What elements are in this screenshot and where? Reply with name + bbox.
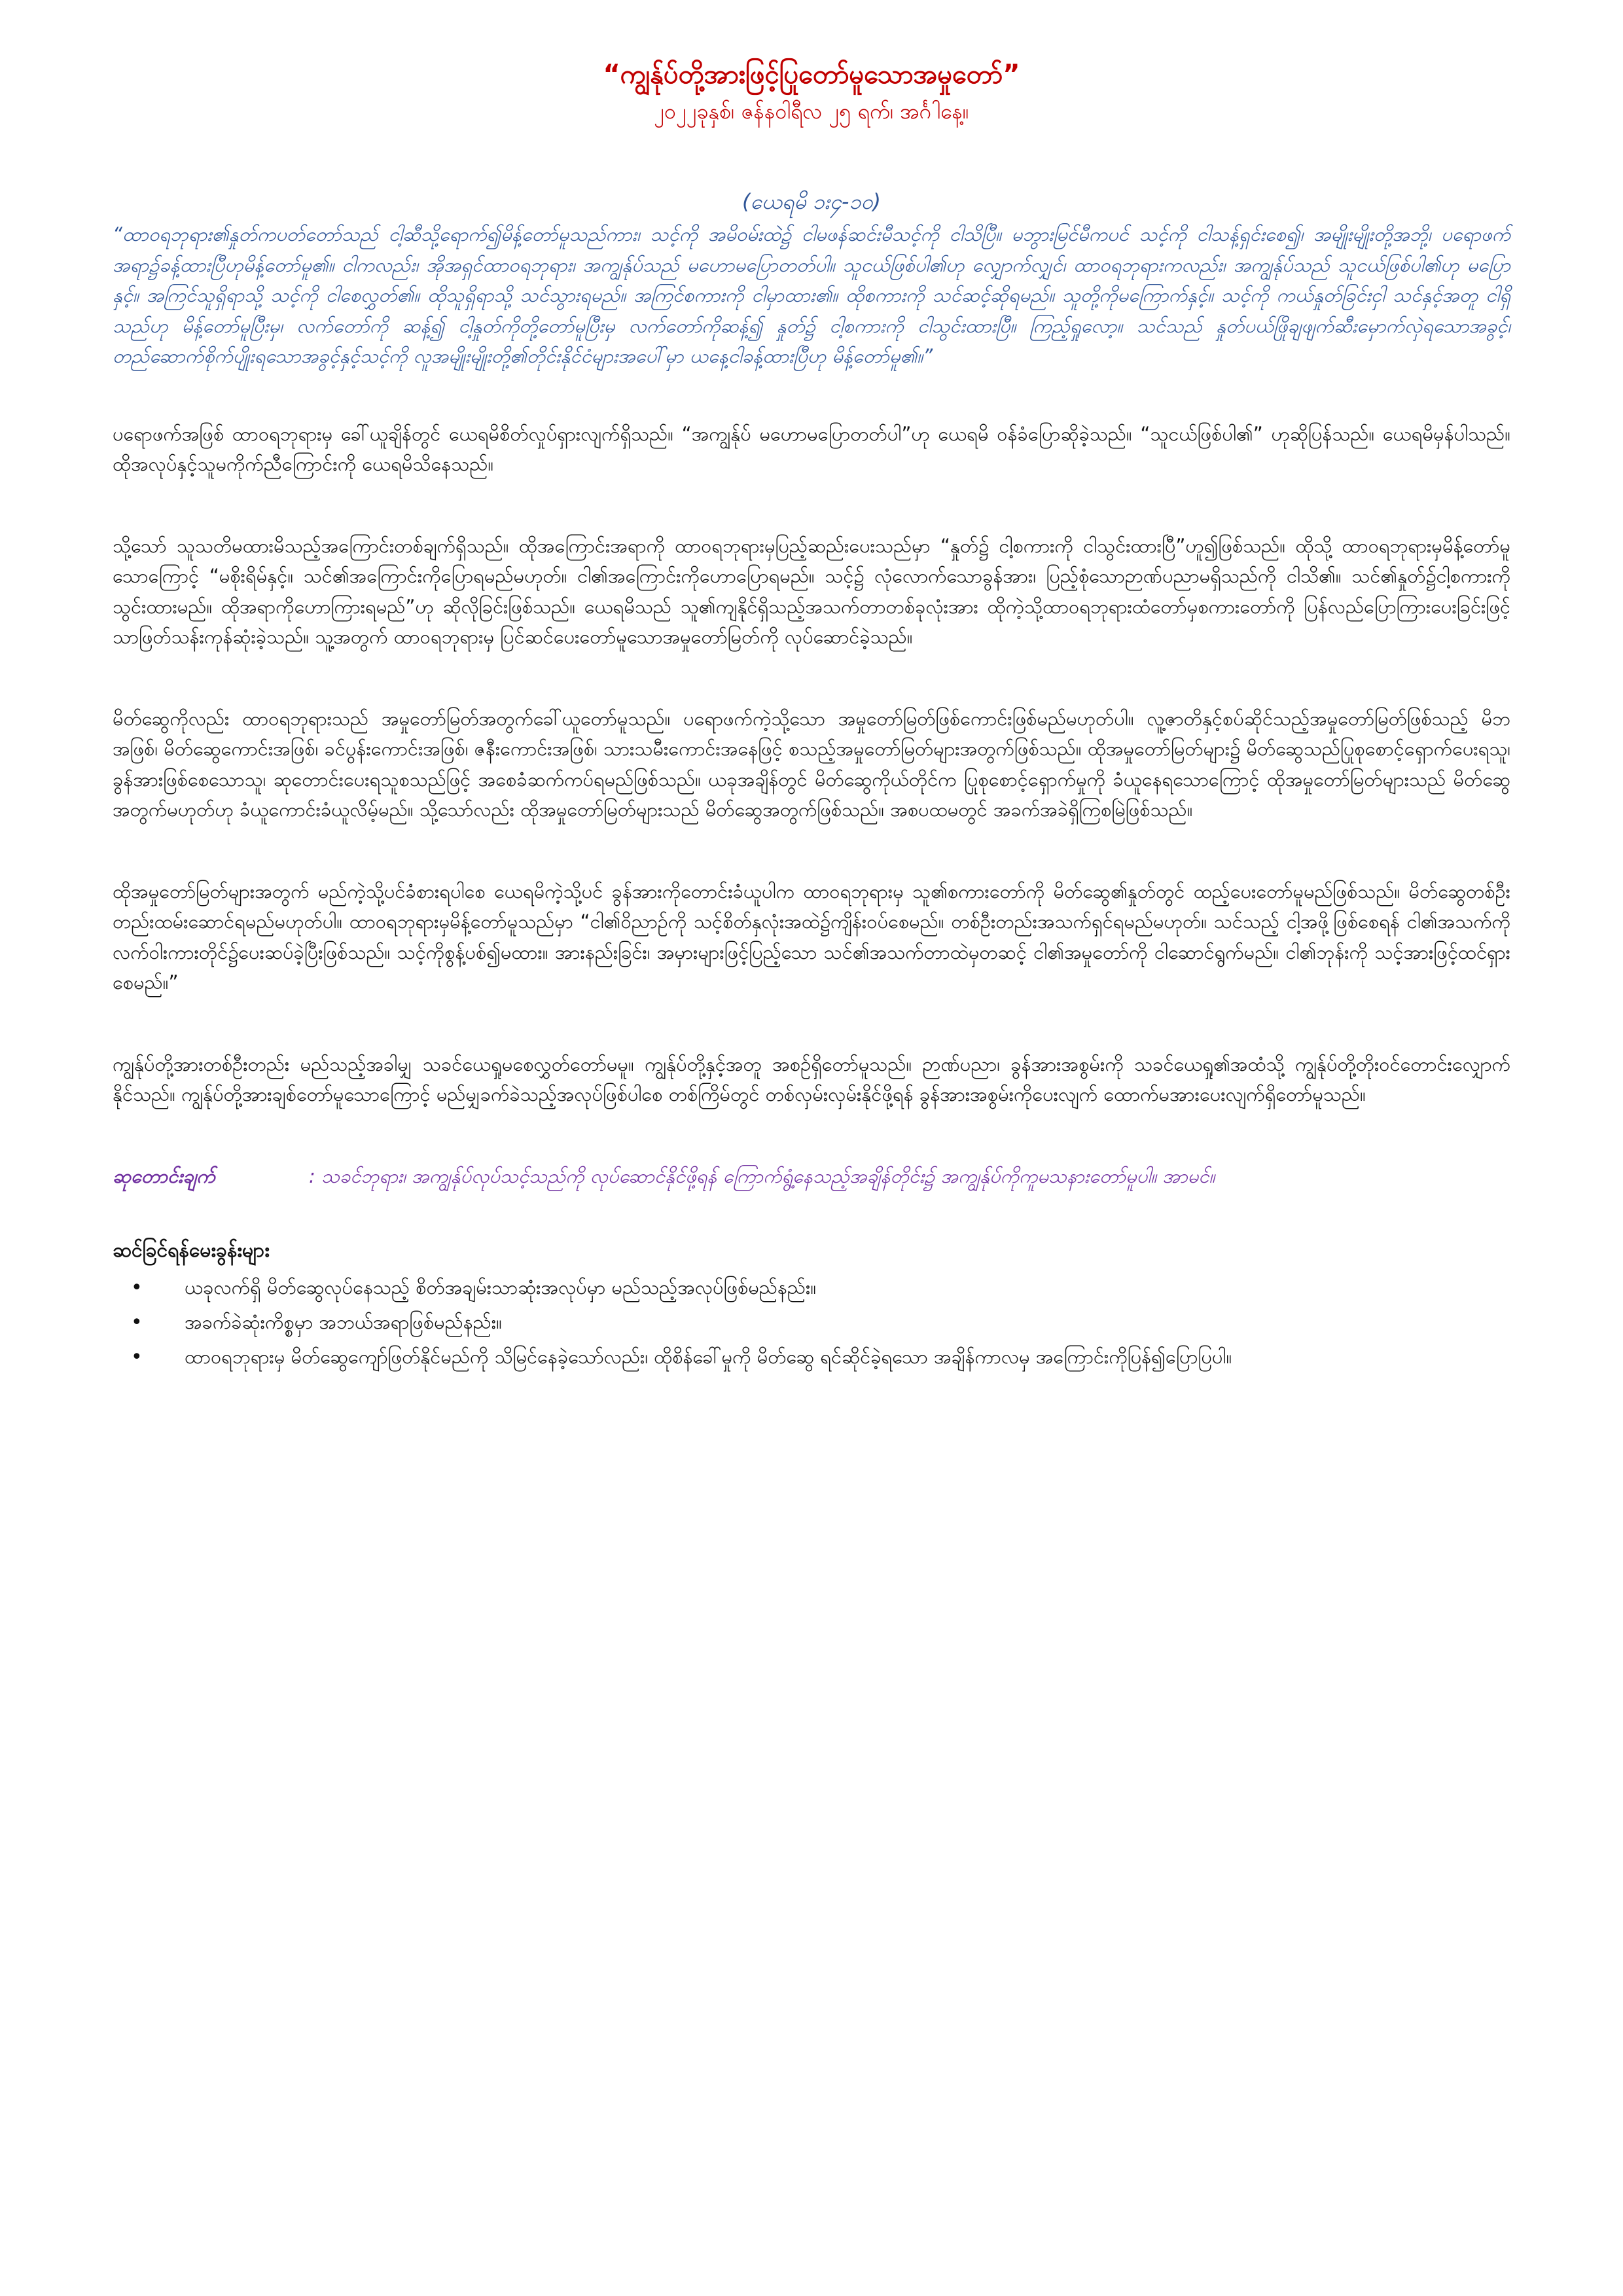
bullet-icon: •: [131, 1310, 143, 1334]
date-line: ၂၀၂၂ခုနှစ်၊ ဇန်နဝါရီလ ၂၅ ရက်၊ အင်္ဂါနေ့။: [654, 99, 969, 124]
questions-list: [113, 1270, 1510, 1374]
list-item: [113, 1270, 1510, 1305]
question-text: ထာဝရဘုရားမှ မိတ်ဆွေကျော်ဖြတ်နိုင်မည်ကို သိမြင်နေခဲ့သော်လည်း၊ ထိုစိန်ခေါ်မှုကို မိတ်ဆွေ ရင်ဆိုင်ခဲ့ရသော အချိန်ကာလမှ အကြောင်းကိုပြန်၍ပြောပြပါ။: [185, 1345, 1232, 1368]
bullet-icon: •: [131, 1276, 143, 1299]
page-title: “ကျွန်ုပ်တို့အားဖြင့်ပြုတော်မူသောအမှုတော်”: [603, 60, 1020, 90]
prayer-text: : သခင်ဘုရား၊ အကျွန်ုပ်လုပ်သင့်သည်ကို လုပ်ဆောင်နိုင်ဖို့ရန် ကြောက်ရွံ့နေသည့်အချိန်တိုင်း၌ အကျွန်ုပ်ကိုကူမသနားတော်မူပါ။ အာမင်။: [309, 1164, 1215, 1187]
question-text: ယခုလက်ရှိ မိတ်ဆွေလုပ်နေသည့် စိတ်အချမ်းသာဆုံးအလုပ်မှာ မည်သည့်အလုပ်ဖြစ်မည်နည်း။: [185, 1276, 817, 1299]
questions-heading: ဆင်ခြင်ရန်မေးခွန်းများ: [113, 1239, 270, 1262]
body-paragraph-3: မိတ်ဆွေကိုလည်း ထာဝရဘုရားသည် အမှုတော်မြတ်အတွက်ခေါ်ယူတော်မူသည်။ ပရောဖက်ကဲ့သို့သော အမှုတော်မြတ်ဖြစ်ကောင်းဖြစ်မည်မဟုတ်ပါ။ လူ့ဇာတိနှင့်စပ်ဆိုင်သည့်အမှုတော်မြတ်ဖြစ်သည့် မိဘအဖြစ်၊ မိတ်ဆွေကောင်းအဖြစ်၊ ခင်ပွန်းကောင်းအဖြစ်၊ ဇနီးကောင်းအဖြစ်၊ သားသမီးကောင်းအနေဖြင့် စသည့်အမှုတော်မြတ်များအတွက်ဖြစ်သည်။ ထိုအမှုတော်မြတ်များ၌ မိတ်ဆွေသည်ပြုစုစောင့်ရှောက်ပေးရသူ၊ ခွန်အားဖြစ်စေသောသူ၊ ဆုတောင်းပေးရသူစသည်ဖြင့် အစေခံဆက်ကပ်ရမည်ဖြစ်သည်။ ယခုအချိန်တွင် မိတ်ဆွေကိုယ်တိုင်က ပြုစုစောင့်ရှောက်မှုကို ခံယူနေရသောကြောင့် ထိုအမှုတော်မြတ်များသည် မိတ်ဆွေအတွက်မဟုတ်ဟု ခံယူကောင်းခံယူလိမ့်မည်။ သို့သော်လည်း ထိုအမှုတော်မြတ်များသည် မိတ်ဆွေအတွက်ဖြစ်သည်။ အစပထမတွင် အခက်အခဲရှိကြစမြဲဖြစ်သည်။: [113, 707, 1510, 821]
body-paragraph-5: ကျွန်ုပ်တို့အားတစ်ဦးတည်း မည်သည့်အခါမျှ သခင်ယေရှုမစေလွှတ်တော်မမူ။ ကျွန်ုပ်တို့နှင့်အတူ အစဉ်ရှိတော်မူသည်။ ဉာဏ်ပညာ၊ ခွန်အားအစွမ်းကို သခင်ယေရှု၏အထံသို့ ကျွန်ုပ်တို့တိုးဝင်တောင်းလျှောက်နိုင်သည်။ ကျွန်ုပ်တို့အားချစ်တော်မူသောကြောင့် မည်မျှခက်ခဲသည့်အလုပ်ဖြစ်ပါစေ တစ်ကြိမ်တွင် တစ်လှမ်းလှမ်းနိုင်ဖို့ရန် ခွန်အားအစွမ်းကိုပေးလျက် ထောက်မအားပေးလျက်ရှိတော်မူသည်။: [113, 1052, 1510, 1105]
question-text: အခက်ခဲဆုံးကိစ္စမှာ အဘယ်အရာဖြစ်မည်နည်း။: [185, 1310, 502, 1333]
prayer-block: [113, 1161, 1510, 1192]
bullet-icon: •: [131, 1345, 143, 1369]
verse-reference: (ယေရမိ ၁း၄-၁၀): [742, 189, 881, 214]
list-item: [113, 1340, 1510, 1374]
verse-text: “ထာဝရဘုရား၏နှုတ်ကပတ်တော်သည် ငါ့ဆီသို့ရောက်၍မိန့်တော်မူသည်ကား၊ သင့်ကို အမိဝမ်းထဲ၌ ငါမဖန်ဆင်းမီသင့်ကို ငါသိပြီ။ မဘွားမြင်မီကပင် သင့်ကို ငါသန့်ရှင်းစေ၍၊ အမျိုးမျိုးတို့အဘို့၊ ပရောဖက်အရာ၌ခန့်ထားပြီဟုမိန့်တော်မူ၏။ ငါကလည်း၊ အိုအရှင်ထာဝရဘုရား၊ အကျွန်ုပ်သည် မဟောမပြောတတ်ပါ။ သူငယ်ဖြစ်ပါ၏ဟု လျှောက်လျှင်၊ ထာဝရဘုရားကလည်း၊ အကျွန်ုပ်သည် သူငယ်ဖြစ်ပါ၏ဟု မပြောနှင့်။ အကြင်သူရှိရာသို့ သင့်ကို ငါစေလွှတ်၏။ ထိုသူရှိရာသို့ သင်သွားရမည်။ အကြင်စကားကို ငါမှာထား၏။ ထိုစကားကို သင်ဆင့်ဆိုရမည်။ သူတို့ကိုမကြောက်နှင့်။ သင့်ကို ကယ်နှုတ်ခြင်းငှါ သင်နှင့်အတူ ငါရှိသည်ဟု မိန့်တော်မူပြီးမှ၊ လက်တော်ကို ဆန့်၍ ငါ့နှုတ်ကိုတို့တော်မူပြီးမှ လက်တော်ကိုဆန့်၍ နှုတ်၌ ငါ့စကားကို ငါသွင်းထားပြီ။ ကြည့်ရှုလော့။ သင်သည် နှုတ်ပယ်ဖြိုချဖျက်ဆီးမှောက်လှဲရသောအခွင့်၊ တည်ဆောက်စိုက်ပျိုးရသောအခွင့်နှင့်သင့်ကို လူအမျိုးမျိုးတို့၏တိုင်းနိုင်ငံများအပေါ်မှာ ယနေ့ငါခန့်ထားပြီဟု မိန့်တော်မူ၏။”: [113, 223, 1510, 367]
prayer-label: ဆုတောင်းချက်: [113, 1164, 215, 1187]
body-paragraph-1: ပရောဖက်အဖြစ် ထာဝရဘုရားမှ ခေါ်ယူချိန်တွင် ယေရမိစိတ်လှုပ်ရှားလျက်ရှိသည်။ “အကျွန်ုပ် မဟောမပြောတတ်ပါ”ဟု ယေရမိ ဝန်ခံပြောဆိုခဲ့သည်။ “သူငယ်ဖြစ်ပါ၏” ဟုဆိုပြန်သည်။ ယေရမိမှန်ပါသည်။ ထိုအလုပ်နှင့်သူမကိုက်ညီကြောင်းကို ယေရမိသိနေသည်။: [113, 422, 1510, 475]
body-paragraph-2: သို့သော် သူသတိမထားမိသည့်အကြောင်းတစ်ချက်ရှိသည်။ ထိုအကြောင်းအရာကို ထာဝရဘုရားမှပြည့်ဆည်းပေးသည်မှာ “နှုတ်၌ ငါ့စကားကို ငါသွင်းထားပြီ”ဟူ၍ဖြစ်သည်။ ထိုသို့ ထာဝရဘုရားမှမိန့်တော်မူသောကြောင့် “မစိုးရိမ်နှင့်။ သင်၏အကြောင်းကိုပြောရမည်မဟုတ်။ ငါ၏အကြောင်းကိုဟောပြောရမည်။ သင့်၌ လုံလောက်သောခွန်အား၊ ပြည့်စုံသောဉာဏ်ပညာမရှိသည်ကို ငါသိ၏။ သင်၏နှုတ်၌ငါ့စကားကို သွင်းထားမည်။ ထိုအရာကိုဟောကြားရမည်”ဟု ဆိုလိုခြင်းဖြစ်သည်။ ယေရမိသည် သူ၏ကျနိုင်ရှိသည့်အသက်တာတစ်ခုလုံးအား ထိုကဲ့သို့ထာဝရဘုရားထံတော်မှစကားတော်ကို ပြန်လည်ပြောကြားပေးခြင်းဖြင့်သာဖြတ်သန်းကုန်ဆုံးခဲ့သည်။ သူ့အတွက် ထာဝရဘုရားမှ ပြင်ဆင်ပေးတော်မူသောအမှုတော်မြတ်ကို လုပ်ဆောင်ခဲ့သည်။: [113, 534, 1510, 648]
list-item: [113, 1305, 1510, 1340]
body-paragraph-4: ထိုအမှုတော်မြတ်များအတွက် မည်ကဲ့သို့ပင်ခံစားရပါစေ ယေရမိကဲ့သို့ပင် ခွန်အားကိုတောင်းခံယူပါက ထာဝရဘုရားမှ သူ၏စကားတော်ကို မိတ်ဆွေ၏နှုတ်တွင် ထည့်ပေးတော်မူမည်ဖြစ်သည်။ မိတ်ဆွေတစ်ဦးတည်းထမ်းဆောင်ရမည်မဟုတ်ပါ။ ထာဝရဘုရားမှမိန့်တော်မူသည်မှာ “ငါ၏ဝိညာဉ်ကို သင့်စိတ်နှလုံးအထဲ၌ကျိန်းဝပ်စေမည်။ တစ်ဦးတည်းအသက်ရှင်ရမည်မဟုတ်။ သင်သည့် ငါ့အဖို့ဖြစ်စေရန် ငါ၏အသက်ကို လက်ဝါးကားတိုင်၌ပေးဆပ်ခဲ့ပြီးဖြစ်သည်။ သင့်ကိုစွန့်ပစ်၍မထား။ အားနည်းခြင်း၊ အမှားများဖြင့်ပြည့်သော သင်၏အသက်တာထဲမှတဆင့် ငါ၏အမှုတော်ကို ငါဆောင်ရွက်မည်။ ငါ၏ဘုန်းကို သင့်အားဖြင့်ထင်ရှားစေမည်။”: [113, 880, 1510, 994]
